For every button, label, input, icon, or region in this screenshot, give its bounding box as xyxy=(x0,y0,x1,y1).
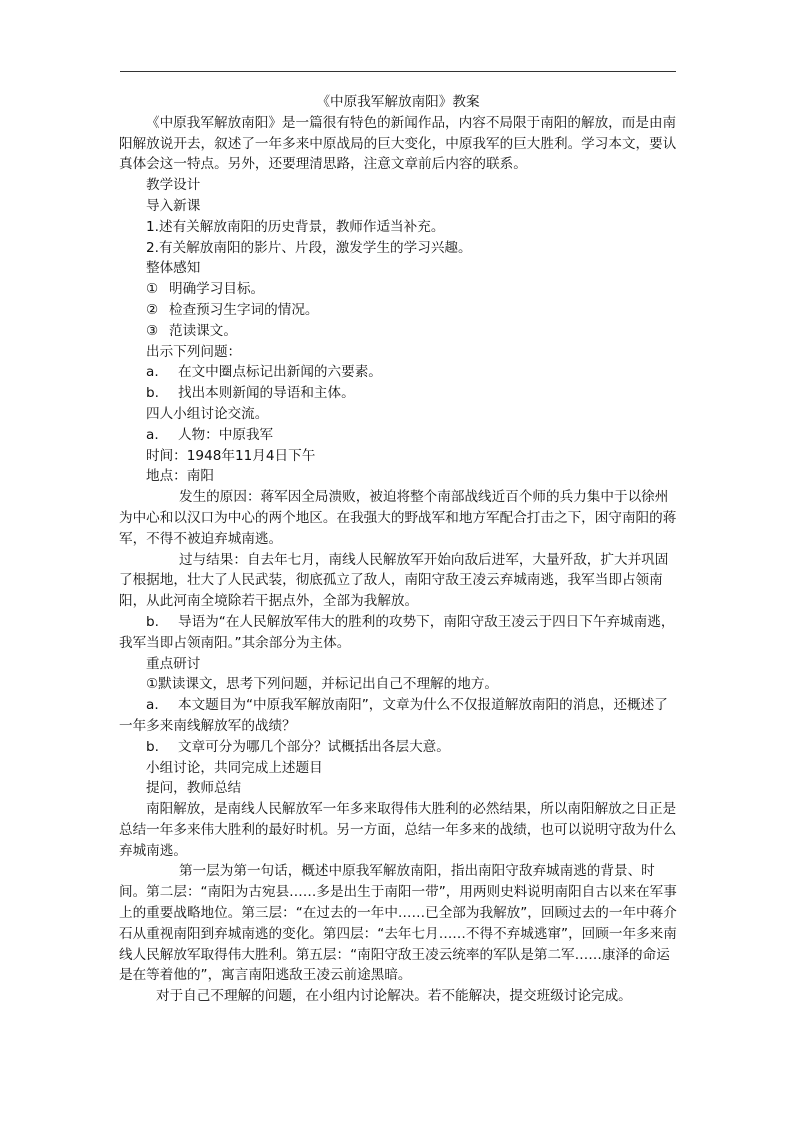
group-complete-line: 小组讨论，共同完成上述题目 xyxy=(146,759,323,776)
heading-teaching-design: 教学设计 xyxy=(146,177,201,194)
list-text: 检查预习生字词的情况。 xyxy=(169,301,319,318)
time-line: 时间：1948年11月4日下午 xyxy=(146,447,316,464)
final-paragraph: 对于自己不理解的问题，在小组内讨论解决。若不能解决，提交班级讨论完成。 xyxy=(156,988,632,1005)
list-marker: b. xyxy=(146,613,159,630)
list-text: 明确学习目标。 xyxy=(169,281,265,298)
heading-questions: 出示下列问题： xyxy=(146,343,242,360)
list-item xyxy=(119,300,677,321)
summary-paragraph: 南阳解放，是南线人民解放军一年多来取得伟大胜利的必然结果，所以南阳解放之日正是总结一年多来伟大胜利的最好时机。另一方面，总结一年多来的战绩，也可以说明守敌为什么弃城南逃。 xyxy=(119,801,677,859)
document-body xyxy=(119,92,677,1007)
list-item xyxy=(119,279,677,300)
process-paragraph: 过与结果：自去年七月，南线人民解放军开始向敌后进军，大量歼敌，扩大并巩固了根据地，壮大了人民武装，彻底孤立了敌人，南阳守敌王凌云弃城南逃，我军当即占领南阳，从此河南全境除若干据点外，全部为我解放。 xyxy=(119,551,669,610)
list-text: 在文中圈点标记出新闻的六要素。 xyxy=(178,364,382,381)
key-question-b xyxy=(119,737,677,758)
key-intro-line: ①默读课文，思考下列问题，并标记出自己不理解的地方。 xyxy=(146,676,499,693)
list-item xyxy=(119,425,677,446)
list-marker: b. xyxy=(146,738,159,755)
list-text: 人物：中原我军 xyxy=(178,426,274,443)
list-text: 本文题目为“中原我军解放南阳”，文章为什么不仅报道解放南阳的消息，还概述了一年多来南线解放军的战绩？ xyxy=(119,697,668,734)
document-title: 《中原我军解放南阳》教案 xyxy=(316,94,480,110)
list-marker: ③ xyxy=(146,322,159,339)
intro-item-2: 2.有关解放南阳的影片、片段，激发学生的学习兴趣。 xyxy=(146,239,472,256)
key-question-a xyxy=(119,695,677,737)
list-text: 范读课文。 xyxy=(169,322,237,339)
list-marker: ① xyxy=(146,281,159,298)
heading-intro-lesson: 导入新课 xyxy=(146,197,201,214)
answer-b-paragraph xyxy=(119,612,677,654)
heading-key-points: 重点研讨 xyxy=(146,655,201,672)
place-line: 地点：南阳 xyxy=(146,468,214,485)
group-discuss-line: 四人小组讨论交流。 xyxy=(146,405,269,422)
intro-item-1: 1.述有关解放南阳的历史背景，教师作适当补充。 xyxy=(146,218,445,235)
list-marker: a. xyxy=(146,364,159,381)
cause-paragraph: 发生的原因：蒋军因全局溃败，被迫将整个南部战线近百个师的兵力集中于以徐州为中心和以汉口为中心的两个地区。在我强大的野战军和地方军配合打击之下，困守南阳的蒋军，不得不被迫弃城南逃。 xyxy=(119,489,677,547)
header-rule xyxy=(120,71,676,72)
heading-overall: 整体感知 xyxy=(146,260,201,277)
list-text: 找出本则新闻的导语和主体。 xyxy=(178,385,355,402)
layers-paragraph: 第一层为第一句话，概述中原我军解放南阳，指出南阳守敌弃城南逃的背景、时间。第二层：“南阳为古宛县……多是出生于南阳一带”，用两则史料说明南阳自古以来在军事上的重要战略地位。第三层：“在过去的一年中……已全部为我解放”，回顾过去的一年中蒋介石从重视南阳到弃城南逃的变化。第四层：“去年七月……不得不弃城逃窜”，回顾一年多来南线人民解放军取得伟大胜利。第五层：“南阳守敌王凌云统率的军队是第二军……康泽的命运是在等着他的”，寓言南阳逃敌王凌云前途黑暗。 xyxy=(119,863,677,984)
list-marker: a. xyxy=(146,697,159,714)
list-marker: b. xyxy=(146,385,159,402)
list-item xyxy=(119,383,677,404)
list-marker: ② xyxy=(146,301,159,318)
list-item xyxy=(119,321,677,342)
list-text: 文章可分为哪几个部分？试概括出各层大意。 xyxy=(178,738,450,755)
intro-paragraph: 《中原我军解放南阳》是一篇很有特色的新闻作品，内容不局限于南阳的解放，而是由南阳解放说开去，叙述了一年多来中原战局的巨大变化，中原我军的巨大胜利。学习本文，要认真体会这一特点。另外，还要理清思路，注意文章前后内容的联系。 xyxy=(119,114,677,173)
list-text: 导语为“在人民解放军伟大的胜利的攻势下，南阳守敌王凌云于四日下午弃城南逃，我军当即占领南阳。”其余部分为主体。 xyxy=(119,613,675,651)
teacher-summary-line: 提问，教师总结 xyxy=(146,780,242,797)
list-item xyxy=(119,362,677,383)
list-marker: a. xyxy=(146,426,159,443)
